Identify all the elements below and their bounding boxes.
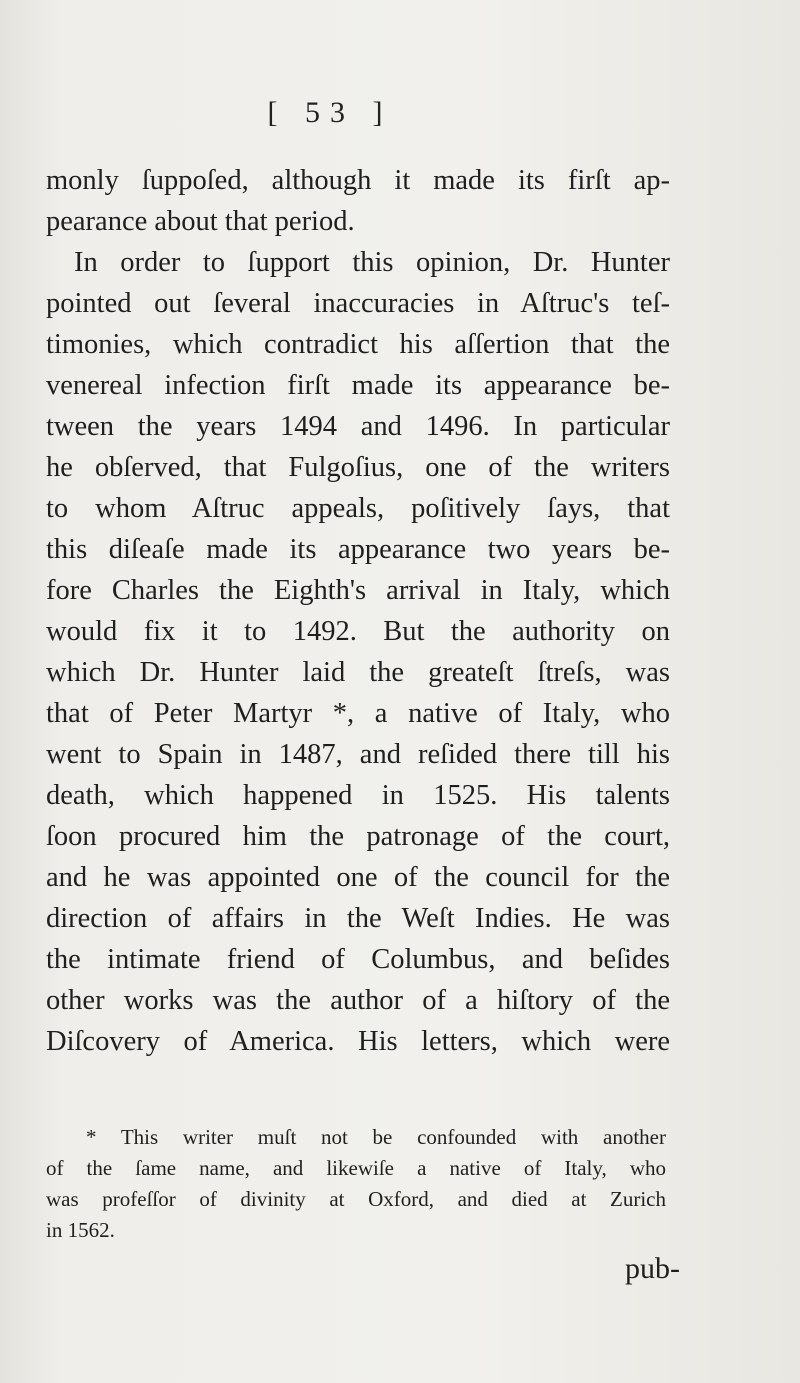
text-line: and he was appointed one of the council for the (46, 862, 670, 893)
footnote-line: of the ſame name, and likewiſe a native of Italy, who (46, 1156, 666, 1180)
footnote (46, 1122, 666, 1246)
text-line: direction of affairs in the Weſt Indies. He was (46, 903, 670, 934)
text-line: fore Charles the Eighth's arrival in Italy, which (46, 575, 670, 606)
text-line: other works was the author of a hiſtory of the (46, 985, 670, 1016)
text-line: Diſcovery of America. His letters, which were (46, 1026, 670, 1057)
footnote-line: * This writer muſt not be confounded with another (86, 1125, 666, 1149)
text-line: that of Peter Martyr *, a native of Italy, who (46, 698, 670, 729)
text-line: pointed out ſeveral inaccuracies in Aſtruc's teſ- (46, 288, 670, 319)
text-line: venereal infection firſt made its appearance be- (46, 370, 670, 401)
text-line: would fix it to 1492. But the authority on (46, 616, 670, 647)
text-line: to whom Aſtruc appeals, poſitively ſays, that (46, 493, 670, 524)
text-line: In order to ſupport this opinion, Dr. Hunter (74, 247, 670, 278)
page-number: [ 53 ] (267, 96, 393, 129)
text-line: went to Spain in 1487, and reſided there till his (46, 739, 670, 770)
text-line: monly ſuppoſed, although it made its firſt ap- (46, 165, 670, 196)
main-text (46, 160, 670, 1062)
footnote-line: was profeſſor of divinity at Oxford, and died at Zurich (46, 1187, 666, 1211)
text-line: which Dr. Hunter laid the greateſt ſtreſs, was (46, 657, 670, 688)
text-line: ſoon procured him the patronage of the court, (46, 821, 670, 852)
text-line: he obſerved, that Fulgoſius, one of the writers (46, 452, 670, 483)
text-line: pearance about that period. (46, 206, 355, 237)
text-line: tween the years 1494 and 1496. In particular (46, 411, 670, 442)
text-line: this diſeaſe made its appearance two years be- (46, 534, 670, 565)
text-line: timonies, which contradict his aſſertion that the (46, 329, 670, 360)
text-line: death, which happened in 1525. His talents (46, 780, 670, 811)
text-line: the intimate friend of Columbus, and beſides (46, 944, 670, 975)
footnote-line: in 1562. (46, 1218, 115, 1242)
catchword: pub- (625, 1252, 680, 1285)
